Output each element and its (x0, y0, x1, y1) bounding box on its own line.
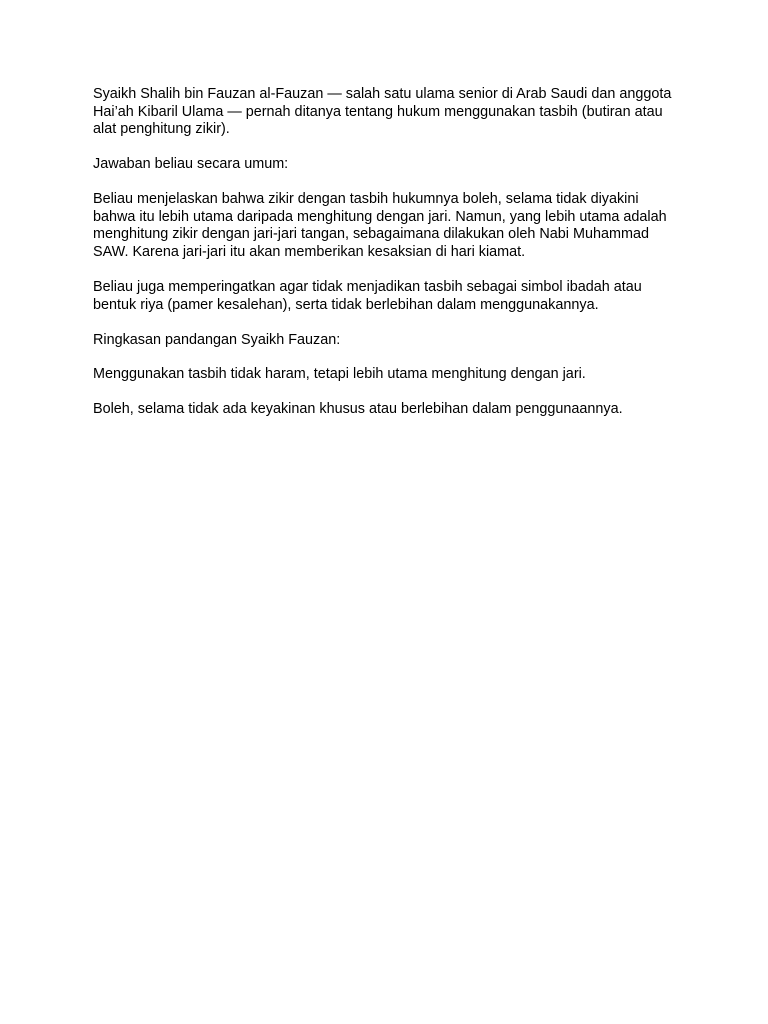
paragraph-answer-heading: Jawaban beliau secara umum: (93, 156, 289, 173)
document-body (93, 86, 683, 436)
paragraph-explanation: Beliau menjelaskan bahwa zikir dengan tasbih hukumnya boleh, selama tidak diyakini bahwa itu lebih utama daripada menghitung dengan jari. Namun, yang lebih utama adalah menghitung zikir dengan jari-jari tangan, sebagaimana dilakukan oleh Nabi Muhammad SAW. Karena jari-jari itu akan memberikan kesaksian di hari kiamat. (93, 191, 667, 260)
paragraph-summary-heading: Ringkasan pandangan Syaikh Fauzan: (93, 331, 341, 348)
paragraph-summary-point-2: Boleh, selama tidak ada keyakinan khusus atau berlebihan dalam penggunaannya. (93, 401, 623, 418)
paragraph-summary-point-1: Menggunakan tasbih tidak haram, tetapi lebih utama menghitung dengan jari. (93, 366, 586, 383)
paragraph-intro: Syaikh Shalih bin Fauzan al-Fauzan — salah satu ulama senior di Arab Saudi dan anggota Hai’ah Kibaril Ulama — pernah ditanya tentang hukum menggunakan tasbih (butiran atau alat penghitung zikir). (93, 86, 672, 138)
paragraph-warning: Beliau juga memperingatkan agar tidak menjadikan tasbih sebagai simbol ibadah atau bentuk riya (pamer kesalehan), serta tidak berlebihan dalam menggunakannya. (93, 278, 642, 313)
